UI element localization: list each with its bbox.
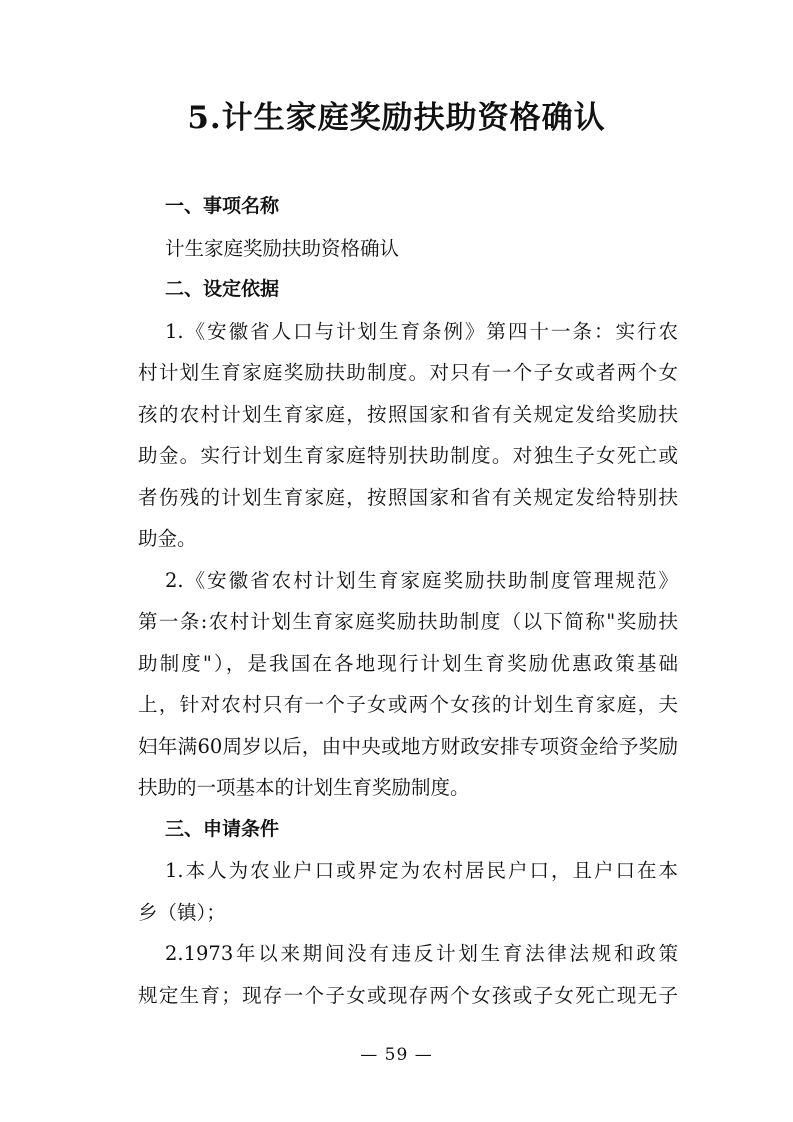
- section-heading-legal-basis: 二、设定依据: [165, 278, 280, 300]
- paragraph-line: 村计划生育家庭奖励扶助制度。对只有一个子女或者两个女: [138, 361, 678, 384]
- paragraph-line: 乡（镇）；: [138, 900, 226, 924]
- paragraph-line: 第一条:农村计划生育家庭奖励扶助制度（以下简称"奖励扶: [138, 610, 678, 633]
- document-title: 5.计生家庭奖励扶助资格确认: [187, 100, 606, 136]
- page-number: — 59 —: [360, 1045, 433, 1065]
- paragraph-line: 1.《安徽省人口与计划生育条例》第四十一条：实行农: [165, 319, 678, 343]
- section-heading-application-conditions: 三、申请条件: [165, 817, 280, 840]
- paragraph-line: 妇年满60周岁以后，由中央或地方财政安排专项资金给予奖励: [138, 734, 678, 758]
- paragraph-line: 上，针对农村只有一个子女或两个女孩的计划生育家庭，夫: [138, 693, 678, 716]
- paragraph-line: 助制度"），是我国在各地现行计划生育奖励优惠政策基础: [138, 651, 678, 675]
- paragraph-line: 助金。实行计划生育家庭特别扶助制度。对独生子女死亡或: [138, 444, 678, 467]
- paragraph-line: 规定生育；现存一个子女或现存两个女孩或子女死亡现无子: [138, 983, 678, 1007]
- paragraph-line: 者伤残的计划生育家庭，按照国家和省有关规定发给特别扶: [138, 485, 678, 509]
- item-name-text: 计生家庭奖励扶助资格确认: [165, 236, 400, 260]
- section-heading-item-name: 一、事项名称: [165, 195, 280, 217]
- document-body: [138, 186, 678, 1016]
- paragraph-line: 2.《安徽省农村计划生育家庭奖励扶助制度管理规范》: [165, 568, 678, 592]
- paragraph-line: 扶助的一项基本的计划生育奖励制度。: [138, 776, 470, 799]
- paragraph-line: 助金。: [138, 527, 197, 550]
- paragraph-line: 孩的农村计划生育家庭，按照国家和省有关规定发给奖励扶: [138, 402, 678, 426]
- paragraph-line: 2.1973年以来期间没有违反计划生育法律法规和政策: [165, 942, 678, 965]
- paragraph-line: 1.本人为农业户口或界定为农村居民户口，且户口在本: [165, 859, 678, 882]
